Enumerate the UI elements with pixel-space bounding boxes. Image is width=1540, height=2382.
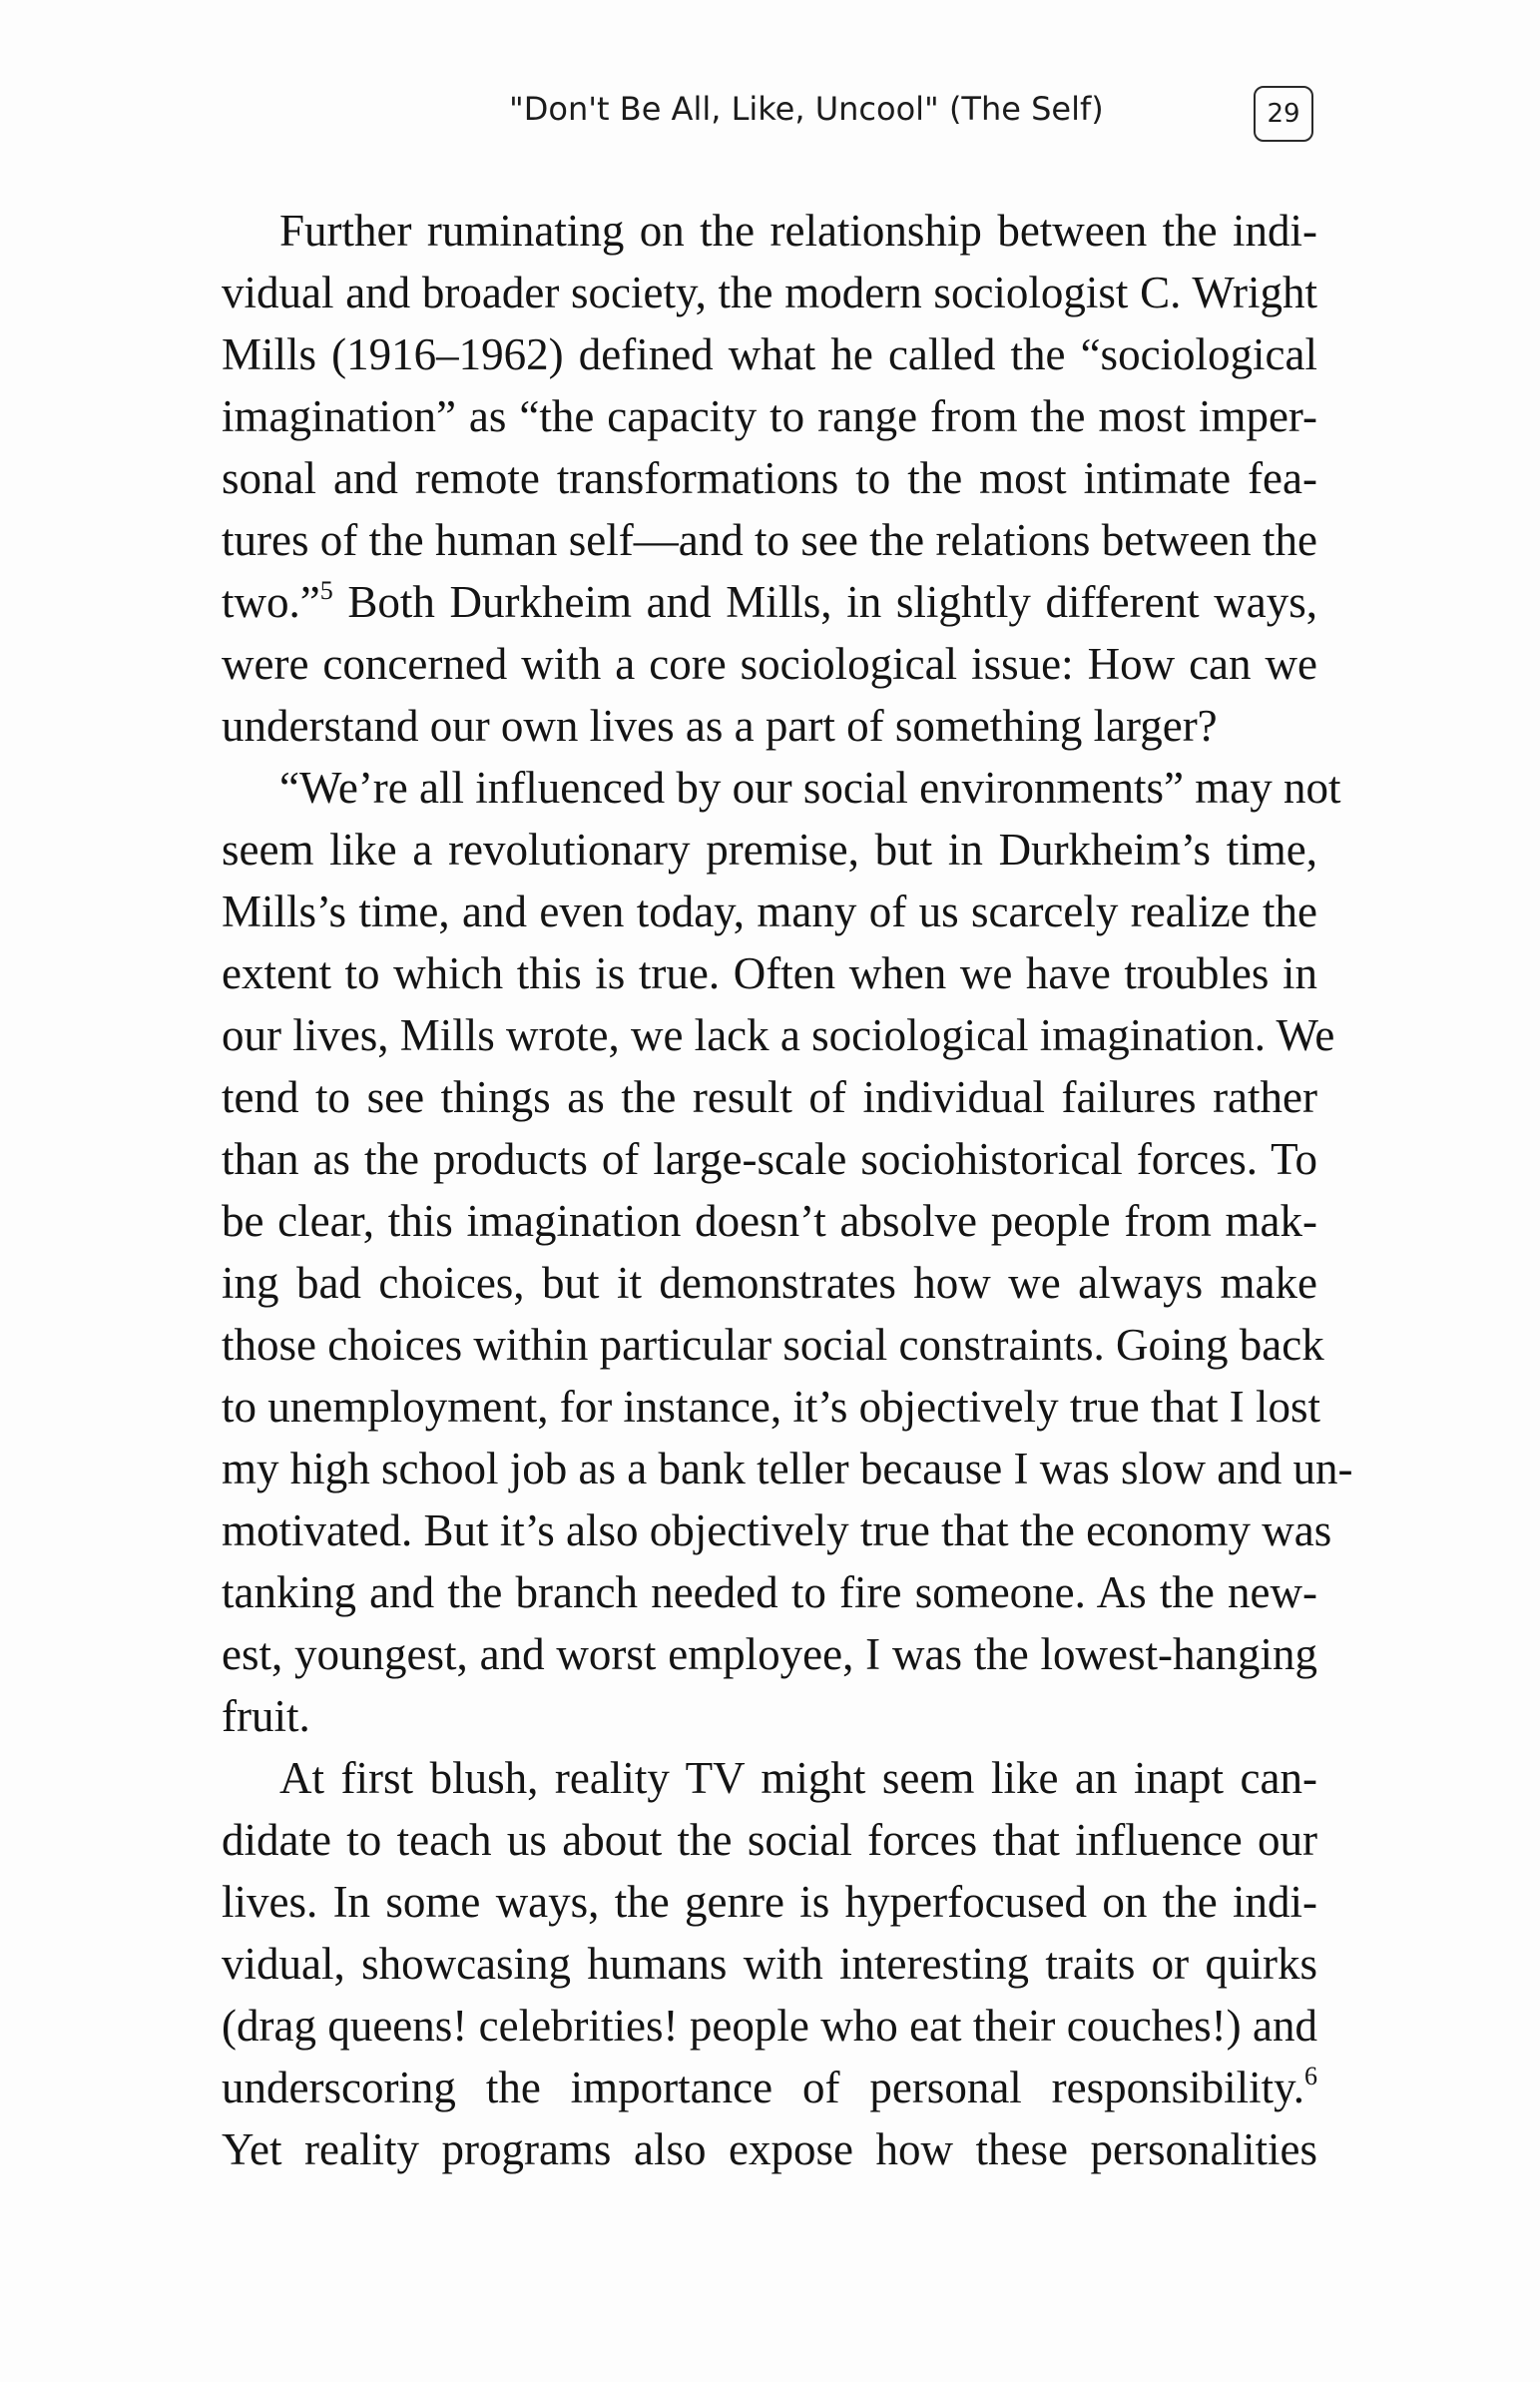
text-line: At first blush, reality TV might seem like an inapt can-	[279, 1753, 1317, 1803]
text-line: extent to which this is true. Often when we have troubles in	[222, 948, 1317, 998]
text-line: than as the products of large-scale sociohistorical forces. To	[222, 1134, 1317, 1184]
text-line: imagination” as “the capacity to range from the most imper-	[222, 391, 1317, 441]
text-line: fruit.	[222, 1691, 310, 1741]
text-line: vidual, showcasing humans with interesting traits or quirks	[222, 1939, 1317, 1989]
text-line-with-footnote	[222, 2057, 1317, 2118]
text-line: to unemployment, for instance, it’s objectively true that I lost	[222, 1382, 1321, 1432]
text-line: our lives, Mills wrote, we lack a sociological imagination. We	[222, 1010, 1335, 1060]
line-text: two.”	[222, 577, 320, 627]
text-line: vidual and broader society, the modern sociologist C. Wright	[222, 268, 1317, 317]
text-line: est, youngest, and worst employee, I was the lowest-hanging	[222, 1629, 1317, 1679]
text-line: tures of the human self—and to see the relations between the	[222, 515, 1317, 565]
running-head: "Don't Be All, Like, Uncool" (The Self)	[509, 90, 1104, 128]
line-text: underscoring the importance of personal responsibility.	[222, 2063, 1304, 2112]
text-line: those choices within particular social constraints. Going back	[222, 1320, 1324, 1370]
text-line: tend to see things as the result of individual failures rather	[222, 1072, 1317, 1122]
text-line: (drag queens! celebrities! people who eat their couches!) and	[222, 2001, 1317, 2051]
text-line: “We’re all influenced by our social environments” may not	[279, 763, 1341, 813]
text-line: Yet reality programs also expose how these personalities	[222, 2124, 1317, 2174]
text-line: motivated. But it’s also objectively true that the economy was	[222, 1505, 1332, 1555]
page-number: 29	[1254, 86, 1313, 142]
text-line: tanking and the branch needed to fire someone. As the new-	[222, 1567, 1317, 1617]
text-line-with-footnote	[222, 571, 1317, 633]
text-line: Further ruminating on the relationship between the indi-	[279, 206, 1317, 256]
text-line: Mills’s time, and even today, many of us scarcely realize the	[222, 887, 1317, 936]
text-line: didate to teach us about the social forces that influence our	[222, 1815, 1317, 1865]
body-text	[222, 200, 1353, 2180]
text-line: my high school job as a bank teller because I was slow and un-	[222, 1444, 1353, 1493]
text-line: were concerned with a core sociological issue: How can we	[222, 639, 1317, 689]
text-line: Mills (1916–1962) defined what he called the “sociological	[222, 329, 1317, 379]
text-line: seem like a revolutionary premise, but in Durkheim’s time,	[222, 825, 1317, 875]
text-line: be clear, this imagination doesn’t absolve people from mak-	[222, 1196, 1317, 1246]
text-line: sonal and remote transformations to the most intimate fea-	[222, 453, 1317, 503]
footnote-ref-6[interactable]: 6	[1304, 2062, 1317, 2090]
text-line: ing bad choices, but it demonstrates how we always make	[222, 1258, 1317, 1308]
text-line: lives. In some ways, the genre is hyperfocused on the indi-	[222, 1877, 1317, 1927]
text-line: understand our own lives as a part of something larger?	[222, 701, 1218, 751]
footnote-ref-5[interactable]: 5	[319, 576, 333, 605]
line-text: Both Durkheim and Mills, in slightly different ways,	[332, 577, 1317, 627]
